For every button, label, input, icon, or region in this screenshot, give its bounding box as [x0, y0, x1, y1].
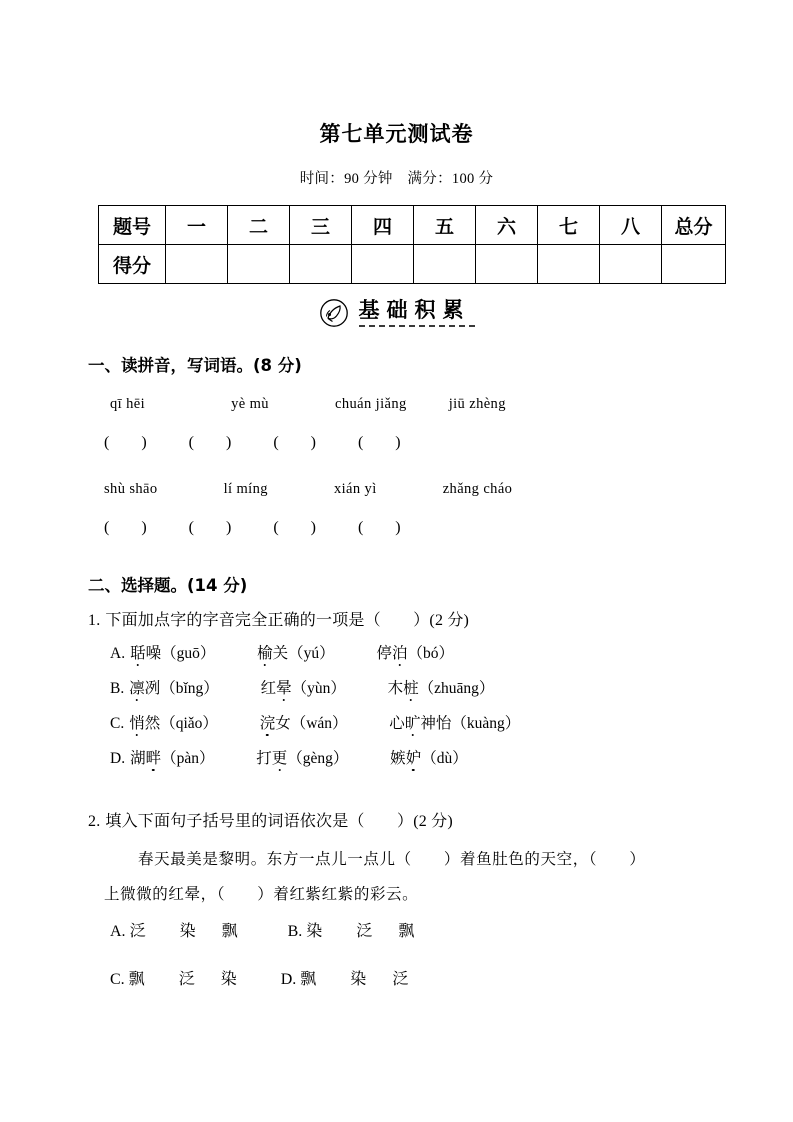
pinyin-row-1	[110, 396, 506, 413]
option-term-1: 凛冽	[129, 680, 161, 697]
section-banner-label: 基础积累	[358, 297, 471, 322]
option-letter: D.	[110, 750, 126, 767]
pinyin-row-2	[104, 481, 512, 498]
question-2-item-2-stem	[88, 808, 453, 831]
option-pinyin-1: （pàn）	[161, 750, 215, 767]
option-term-2: 榆关	[257, 645, 289, 662]
choice-word-1: 飘	[128, 971, 145, 988]
option-pinyin-2: （yú）	[288, 645, 335, 662]
score-cell-q8[interactable]	[600, 245, 662, 284]
option-pinyin-1: （guō）	[161, 645, 216, 662]
option-term-3: 心旷神怡	[389, 715, 452, 732]
table-cell-q5: 五	[414, 206, 476, 245]
pinyin-word-2: yè mù	[231, 396, 269, 412]
question-heading-1: 一、读拼音，写词语。(8 分)	[88, 356, 302, 375]
score-cell-q6[interactable]	[476, 245, 538, 284]
option-pinyin-3: （bó）	[407, 645, 454, 662]
option-b-q1[interactable]	[110, 676, 494, 698]
answer-blank-3[interactable]: ( )	[273, 434, 316, 451]
passage-line-1: 春天最美是黎明。东方一点儿一点儿（ ）着鱼肚色的天空，（ ）	[138, 850, 646, 868]
question-heading-2: 二、选择题。(14 分)	[88, 576, 248, 595]
choice-b[interactable]	[288, 923, 415, 940]
option-term-2: 浣女	[259, 715, 291, 732]
choice-word-1: 染	[306, 923, 323, 940]
option-c-q1[interactable]	[110, 711, 520, 733]
section-banner-underline	[359, 325, 475, 327]
page-title: 第七单元测试卷	[319, 122, 474, 146]
item-points: (2 分)	[413, 813, 453, 830]
option-pinyin-2: （gèng）	[287, 750, 349, 767]
option-letter: A.	[110, 645, 126, 662]
choice-word-1: 泛	[129, 923, 146, 940]
option-pinyin-2: （wán）	[290, 715, 348, 732]
score-cell-q7[interactable]	[538, 245, 600, 284]
score-cell-total[interactable]	[662, 245, 726, 284]
answer-blank-2[interactable]: ( )	[188, 434, 232, 451]
table-cell-q4: 四	[352, 206, 414, 245]
option-pinyin-3: （kuàng）	[451, 715, 521, 732]
table-cell-q8: 八	[600, 206, 662, 245]
pinyin-word-3: chuán jiǎng	[335, 396, 407, 412]
exam-meta-line: 时间：90 分钟 满分：100 分	[299, 171, 494, 187]
choice-word-3: 泛	[392, 971, 409, 988]
choice-letter: C.	[110, 971, 125, 988]
item-number: 2.	[88, 813, 101, 830]
table-cell-q3: 三	[290, 206, 352, 245]
option-pinyin-1: （qiǎo）	[160, 715, 218, 732]
option-pinyin-2: （yùn）	[291, 680, 346, 697]
choice-word-3: 飘	[398, 923, 415, 940]
score-cell-q1[interactable]	[166, 245, 228, 284]
choice-row-ab	[110, 918, 414, 941]
pen-circle-icon	[319, 298, 349, 328]
option-term-2: 红晕	[260, 680, 292, 697]
pinyin-word-1: qī hēi	[110, 396, 146, 412]
answer-blank-row-2	[104, 519, 401, 537]
option-term-2: 打更	[256, 750, 288, 767]
choice-word-2: 泛	[356, 923, 373, 940]
score-cell-q2[interactable]	[228, 245, 290, 284]
answer-blank-row-1	[104, 434, 401, 452]
pinyin-word-7: xián yì	[333, 481, 377, 497]
table-header-score: 得分	[99, 245, 166, 284]
score-cell-q3[interactable]	[290, 245, 352, 284]
option-term-1: 聒噪	[130, 645, 162, 662]
table-header-question-no: 题号	[99, 206, 166, 245]
pinyin-word-6: lí míng	[223, 481, 268, 497]
choice-row-cd	[110, 966, 408, 989]
option-letter: C.	[110, 715, 125, 732]
choice-word-2: 染	[350, 971, 367, 988]
table-cell-q6: 六	[476, 206, 538, 245]
option-pinyin-1: （bǐng）	[160, 680, 219, 697]
table-cell-q7: 七	[538, 206, 600, 245]
choice-word-3: 染	[220, 971, 237, 988]
item-answer-blank[interactable]: （ ）	[348, 813, 414, 830]
score-cell-q4[interactable]	[352, 245, 414, 284]
answer-blank-7[interactable]: ( )	[273, 519, 316, 536]
score-cell-q5[interactable]	[414, 245, 476, 284]
score-table	[98, 205, 726, 284]
choice-word-2: 染	[179, 923, 196, 940]
choice-word-2: 泛	[178, 971, 195, 988]
item-stem-text: 下面加点字的字音完全正确的一项是	[105, 612, 365, 629]
pinyin-word-8: zhǎng cháo	[442, 481, 513, 497]
table-row-question-numbers	[99, 206, 726, 245]
choice-letter: B.	[287, 923, 303, 940]
option-d-q1[interactable]	[110, 746, 468, 768]
option-a-q1[interactable]	[110, 641, 454, 663]
pinyin-word-5: shù shāo	[104, 481, 158, 497]
option-pinyin-3: （dù）	[421, 750, 468, 767]
option-term-1: 湖畔	[130, 750, 162, 767]
answer-blank-8[interactable]: ( )	[357, 519, 401, 536]
section-banner-basics	[0, 298, 793, 328]
table-cell-total: 总分	[662, 206, 726, 245]
choice-a[interactable]	[110, 923, 238, 940]
question-2-item-1-stem	[88, 607, 469, 630]
item-stem-text: 填入下面句子括号里的词语依次是	[105, 813, 349, 830]
option-term-3: 嫉妒	[390, 750, 422, 767]
answer-blank-5[interactable]: ( )	[104, 519, 147, 536]
answer-blank-6[interactable]: ( )	[188, 519, 232, 536]
option-pinyin-3: （zhuāng）	[418, 680, 495, 697]
pinyin-word-4: jiū zhèng	[448, 396, 506, 412]
option-term-1: 悄然	[129, 715, 161, 732]
choice-letter: D.	[280, 971, 297, 988]
option-term-3: 停泊	[376, 645, 408, 662]
answer-blank-1[interactable]: ( )	[104, 434, 147, 451]
item-number: 1.	[88, 612, 101, 629]
choice-letter: A.	[110, 923, 126, 940]
passage-line-2: 上微微的红晕，（ ）着红紫红紫的彩云。	[104, 885, 419, 903]
choice-word-1: 飘	[300, 971, 317, 988]
item-answer-blank[interactable]: （ ）	[364, 612, 430, 629]
choice-c[interactable]	[110, 971, 237, 988]
option-term-3: 木桩	[387, 680, 419, 697]
table-cell-q1: 一	[166, 206, 228, 245]
choice-word-3: 飘	[221, 923, 238, 940]
table-row-scores	[99, 245, 726, 284]
item-points: (2 分)	[429, 612, 470, 629]
option-letter: B.	[110, 680, 125, 697]
table-cell-q2: 二	[228, 206, 290, 245]
choice-d[interactable]	[281, 971, 409, 988]
answer-blank-4[interactable]: ( )	[357, 434, 401, 451]
